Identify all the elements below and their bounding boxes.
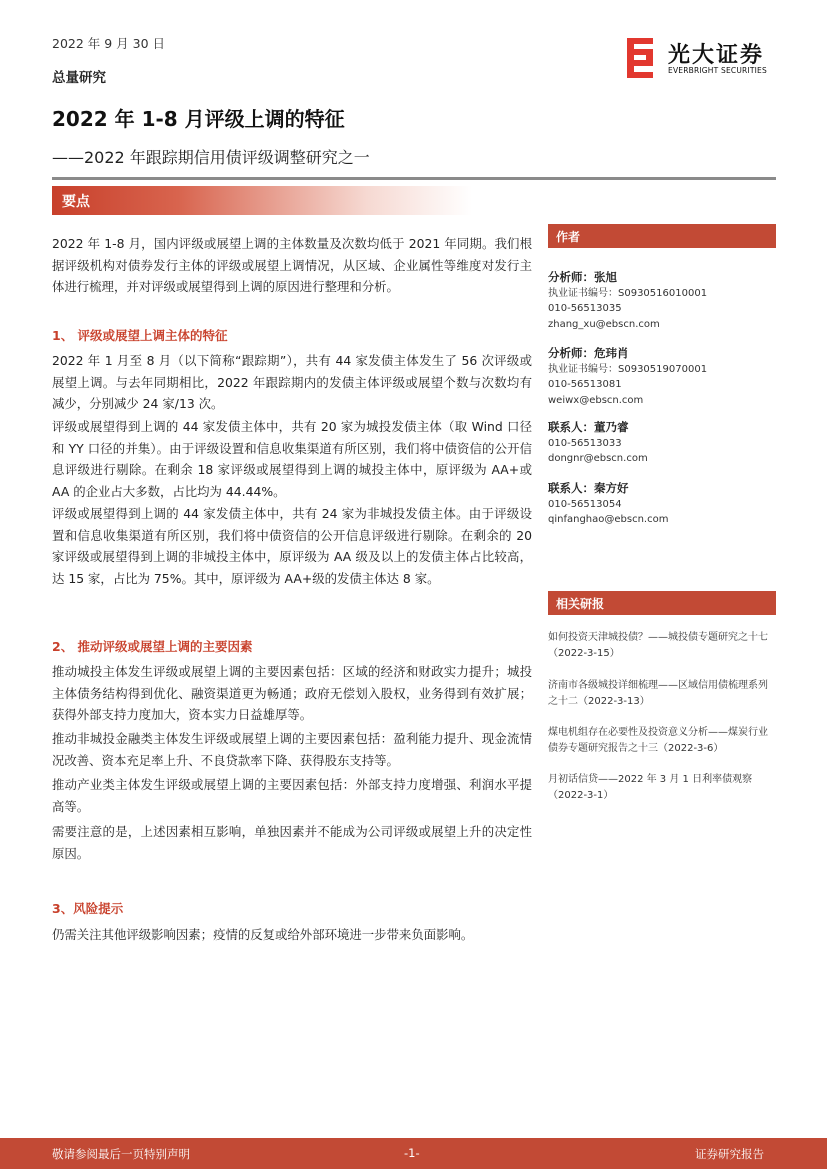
author-name: 分析师：危玮肖 <box>548 346 629 360</box>
logo-english-name: EVERBRIGHT SECURITIES <box>668 66 767 75</box>
author-phone: 010-56513081 <box>548 379 622 391</box>
report-subtitle: ——2022 年跟踪期信用债评级调整研究之一 <box>52 148 370 167</box>
report-title: 2022 年 1-8 月评级上调的特征 <box>52 107 345 131</box>
related-report-link[interactable]: 月初话信贷——2022 年 3 月 1 日利率债观察（2022-3-1） <box>548 774 753 801</box>
related-reports-label: 相关研报 <box>556 597 605 611</box>
authors-label: 作者 <box>556 230 581 244</box>
section-1-paragraph-2: 评级或展望得到上调的 44 家发债主体中，共有 20 家为城投发债主体（取 Wind 口径和 YY 口径的并集）。由于评级设置和信息收集渠道有所区别，我们将中债资信的公开信息评级进行剔除。在剩余 18 家评级或展望得到上调的城投主体中，原评级为 AA+或 AA 的企业占大多数，占比均为 44.44%。 <box>52 419 532 499</box>
page-number: -1- <box>404 1146 420 1160</box>
related-report-link[interactable]: 如何投资天津城投债？——城投债专题研究之十七（2022-3-15） <box>548 632 768 659</box>
everbright-logo-icon <box>624 36 658 80</box>
keypoints-banner <box>52 186 472 215</box>
brand-logo <box>624 36 784 80</box>
author-cert: 执业证书编号：S0930516010001 <box>548 288 708 299</box>
report-date: 2022 年 9 月 30 日 <box>52 36 166 51</box>
section-1-paragraph-3: 评级或展望得到上调的 44 家发债主体中，共有 24 家为非城投发债主体。由于评级设置和信息收集渠道有所区别，我们将中债资信的公开信息评级进行剔除。在剩余的 20 家评级或展望得到上调的非城投主体中，原评级为 AA 级及以上的发债主体占比较高，达 15 家，占比为 75%。其中，原评级为 AA+级的发债主体达 8 家。 <box>52 506 532 586</box>
related-report-link[interactable]: 煤电机组存在必要性及投资意义分析——煤炭行业债券专题研究报告之十三（2022-3-6） <box>548 727 768 754</box>
contact-card <box>548 479 778 528</box>
authors-header <box>548 224 776 248</box>
author-email[interactable]: zhang_xu@ebscn.com <box>548 318 660 330</box>
related-reports-header <box>548 591 776 615</box>
page-footer <box>0 1138 827 1169</box>
report-series: 总量研究 <box>52 70 106 86</box>
section-3-paragraph-1: 仍需关注其他评级影响因素；疫情的反复或给外部环境进一步带来负面影响。 <box>52 927 474 942</box>
contact-card <box>548 418 778 467</box>
contact-name: 联系人：秦方好 <box>548 481 629 495</box>
section-1-paragraph-1: 2022 年 1 月至 8 月（以下简称“跟踪期”），共有 44 家发债主体发生了 56 次评级或展望上调。与去年同期相比，2022 年跟踪期内的发债主体评级或展望个数与次数均有减少，分别减少 24 家/13 次。 <box>52 353 532 411</box>
section-2-paragraph-1: 推动城投主体发生评级或展望上调的主要因素包括：区域的经济和财政实力提升；城投主体债务结构得到优化、融资渠道更为畅通；政府无偿划入股权，业务得到有效扩展；获得外部支持力度加大，资本实力日益雄厚等。 <box>52 664 532 722</box>
section-2-paragraph-2: 推动非城投金融类主体发生评级或展望上调的主要因素包括：盈利能力提升、现金流情况改善、资本充足率上升、不良贷款率下降、获得股东支持等。 <box>52 731 532 768</box>
contact-phone: 010-56513054 <box>548 499 622 510</box>
intro-paragraph: 2022 年 1-8 月，国内评级或展望上调的主体数量及次数均低于 2021 年同期。我们根据评级机构对债券发行主体的评级或展望上调情况，从区域、企业属性等维度对发行主体进行梳理，并对评级或展望得到上调的原因进行整理和分析。 <box>52 236 532 294</box>
header-divider <box>52 177 776 180</box>
footer-report-type: 证券研究报告 <box>695 1147 764 1161</box>
contact-name: 联系人：董乃睿 <box>548 420 629 434</box>
author-cert: 执业证书编号：S0930519070001 <box>548 364 708 375</box>
contact-email[interactable]: qinfanghao@ebscn.com <box>548 514 669 526</box>
section-3-heading: 3、风险提示 <box>52 901 124 916</box>
related-report-link[interactable]: 济南市各级城投详细梳理——区域信用债梳理系列之十二（2022-3-13） <box>548 680 768 707</box>
logo-chinese-name: 光大证券 <box>668 43 765 68</box>
section-2-paragraph-4: 需要注意的是，上述因素相互影响，单独因素并不能成为公司评级或展望上升的决定性原因。 <box>52 824 532 861</box>
section-2-paragraph-3: 推动产业类主体发生评级或展望上调的主要因素包括：外部支持力度增强、利润水平提高等。 <box>52 777 532 814</box>
contact-email[interactable]: dongnr@ebscn.com <box>548 453 648 465</box>
author-card <box>548 268 778 332</box>
keypoints-label: 要点 <box>62 194 90 210</box>
author-email[interactable]: weiwx@ebscn.com <box>548 394 644 406</box>
footer-disclaimer: 敬请参阅最后一页特别声明 <box>52 1147 190 1161</box>
author-name: 分析师：张旭 <box>548 270 617 284</box>
author-card <box>548 344 778 408</box>
contact-phone: 010-56513033 <box>548 438 622 449</box>
section-2-heading: 2、 推动评级或展望上调的主要因素 <box>52 639 253 654</box>
section-1-heading: 1、 评级或展望上调主体的特征 <box>52 328 228 343</box>
author-phone: 010-56513035 <box>548 303 622 315</box>
